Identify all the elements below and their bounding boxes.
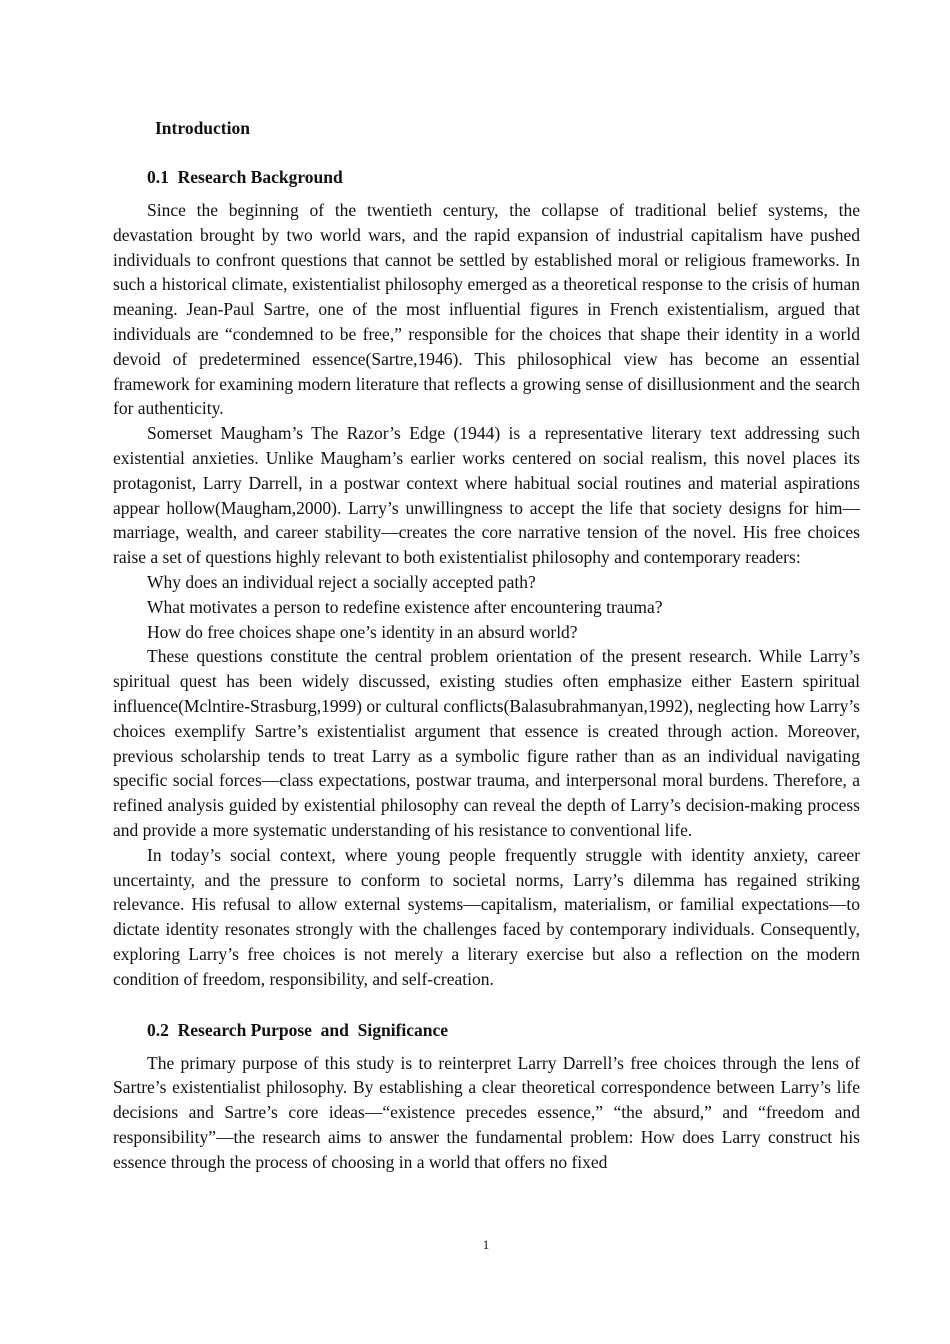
section-number: 0.2 — [147, 1019, 169, 1040]
research-question: Why does an individual reject a socially accepted path? — [147, 571, 536, 592]
section-heading-research-purpose — [147, 1018, 860, 1042]
paragraph: Since the beginning of the twentieth century, the collapse of traditional belief systems, the devastation brought by two world wars, and the rapid expansion of industrial capitalism have pushed individuals to confront questions that cannot be settled by established moral or religious frameworks. In such a historical climate, existentialist philosophy emerged as a theoretical response to the crisis of human meaning. Jean-Paul Sartre, one of the most influential figures in French existentialism, argued that individuals are “condemned to be free,” responsible for the choices that shape their identity in a world devoid of predetermined essence(Sartre,1946). This philosophical view has become an essential framework for examining modern literature that reflects a growing sense of disillusionment and the search for authenticity. — [113, 200, 860, 419]
section-heading-research-background — [147, 165, 860, 189]
section-title: Research Purpose and Significance — [177, 1019, 449, 1040]
paragraph: Somerset Maugham’s The Razor’s Edge (1944) is a representative literary text addressing such existential anxieties. Unlike Maugham’s earlier works centered on social realism, this novel places its protagonist, Larry Darrell, in a postwar context where habitual social routines and material aspirations appear hollow(Maugham,2000). Larry’s unwillingness to accept the life that society designs for him—marriage, wealth, and career stability—creates the core narrative tension of the novel. His free choices raise a set of questions highly relevant to both existentialist philosophy and contemporary readers: — [113, 423, 860, 568]
page-number: 1 — [482, 1237, 490, 1252]
research-question: How do free choices shape one’s identity in an absurd world? — [147, 621, 578, 642]
document-page — [113, 116, 860, 1174]
paragraph: In today’s social context, where young people frequently struggle with identity anxiety, career uncertainty, and the pressure to conform to societal norms, Larry’s dilemma has regained striking relevance. His refusal to allow external systems—capitalism, materialism, or familial expectations—to dictate identity resonates strongly with the challenges faced by contemporary individuals. Consequently, exploring Larry’s free choices is not merely a literary exercise but also a reflection on the modern condition of freedom, responsibility, and self-creation. — [113, 844, 860, 989]
section-title: Research Background — [177, 167, 343, 187]
research-question: What motivates a person to redefine existence after encountering trauma? — [147, 596, 663, 617]
paragraph: These questions constitute the central problem orientation of the present research. While Larry’s spiritual quest has been widely discussed, existing studies often emphasize either Eastern spiritual influence(Mclntire-Strasburg,1999) or cultural conflicts(Balasubrahmanyan,1992), neglecting how Larry’s choices exemplify Sartre’s existentialist argument that essence is created through action. Moreover, previous scholarship tends to treat Larry as a symbolic figure rather than as an individual navigating specific social forces—class expectations, postwar trauma, and interpersonal moral burdens. Therefore, a refined analysis guided by existential philosophy can reveal the depth of Larry’s decision-making process and provide a more systematic understanding of his resistance to conventional life. — [113, 646, 860, 840]
section-number: 0.1 — [147, 167, 169, 187]
paragraph: The primary purpose of this study is to reinterpret Larry Darrell’s free choices through the lens of Sartre’s existentialist philosophy. By establishing a clear theoretical correspondence between Larry’s life decisions and Sartre’s core ideas—“existence precedes essence,” “the absurd,” and “freedom and responsibility”—the research aims to answer the fundamental problem: How does Larry construct his essence through the process of choosing in a world that offers no fixed — [113, 1052, 860, 1172]
introduction-heading: Introduction — [155, 118, 250, 138]
